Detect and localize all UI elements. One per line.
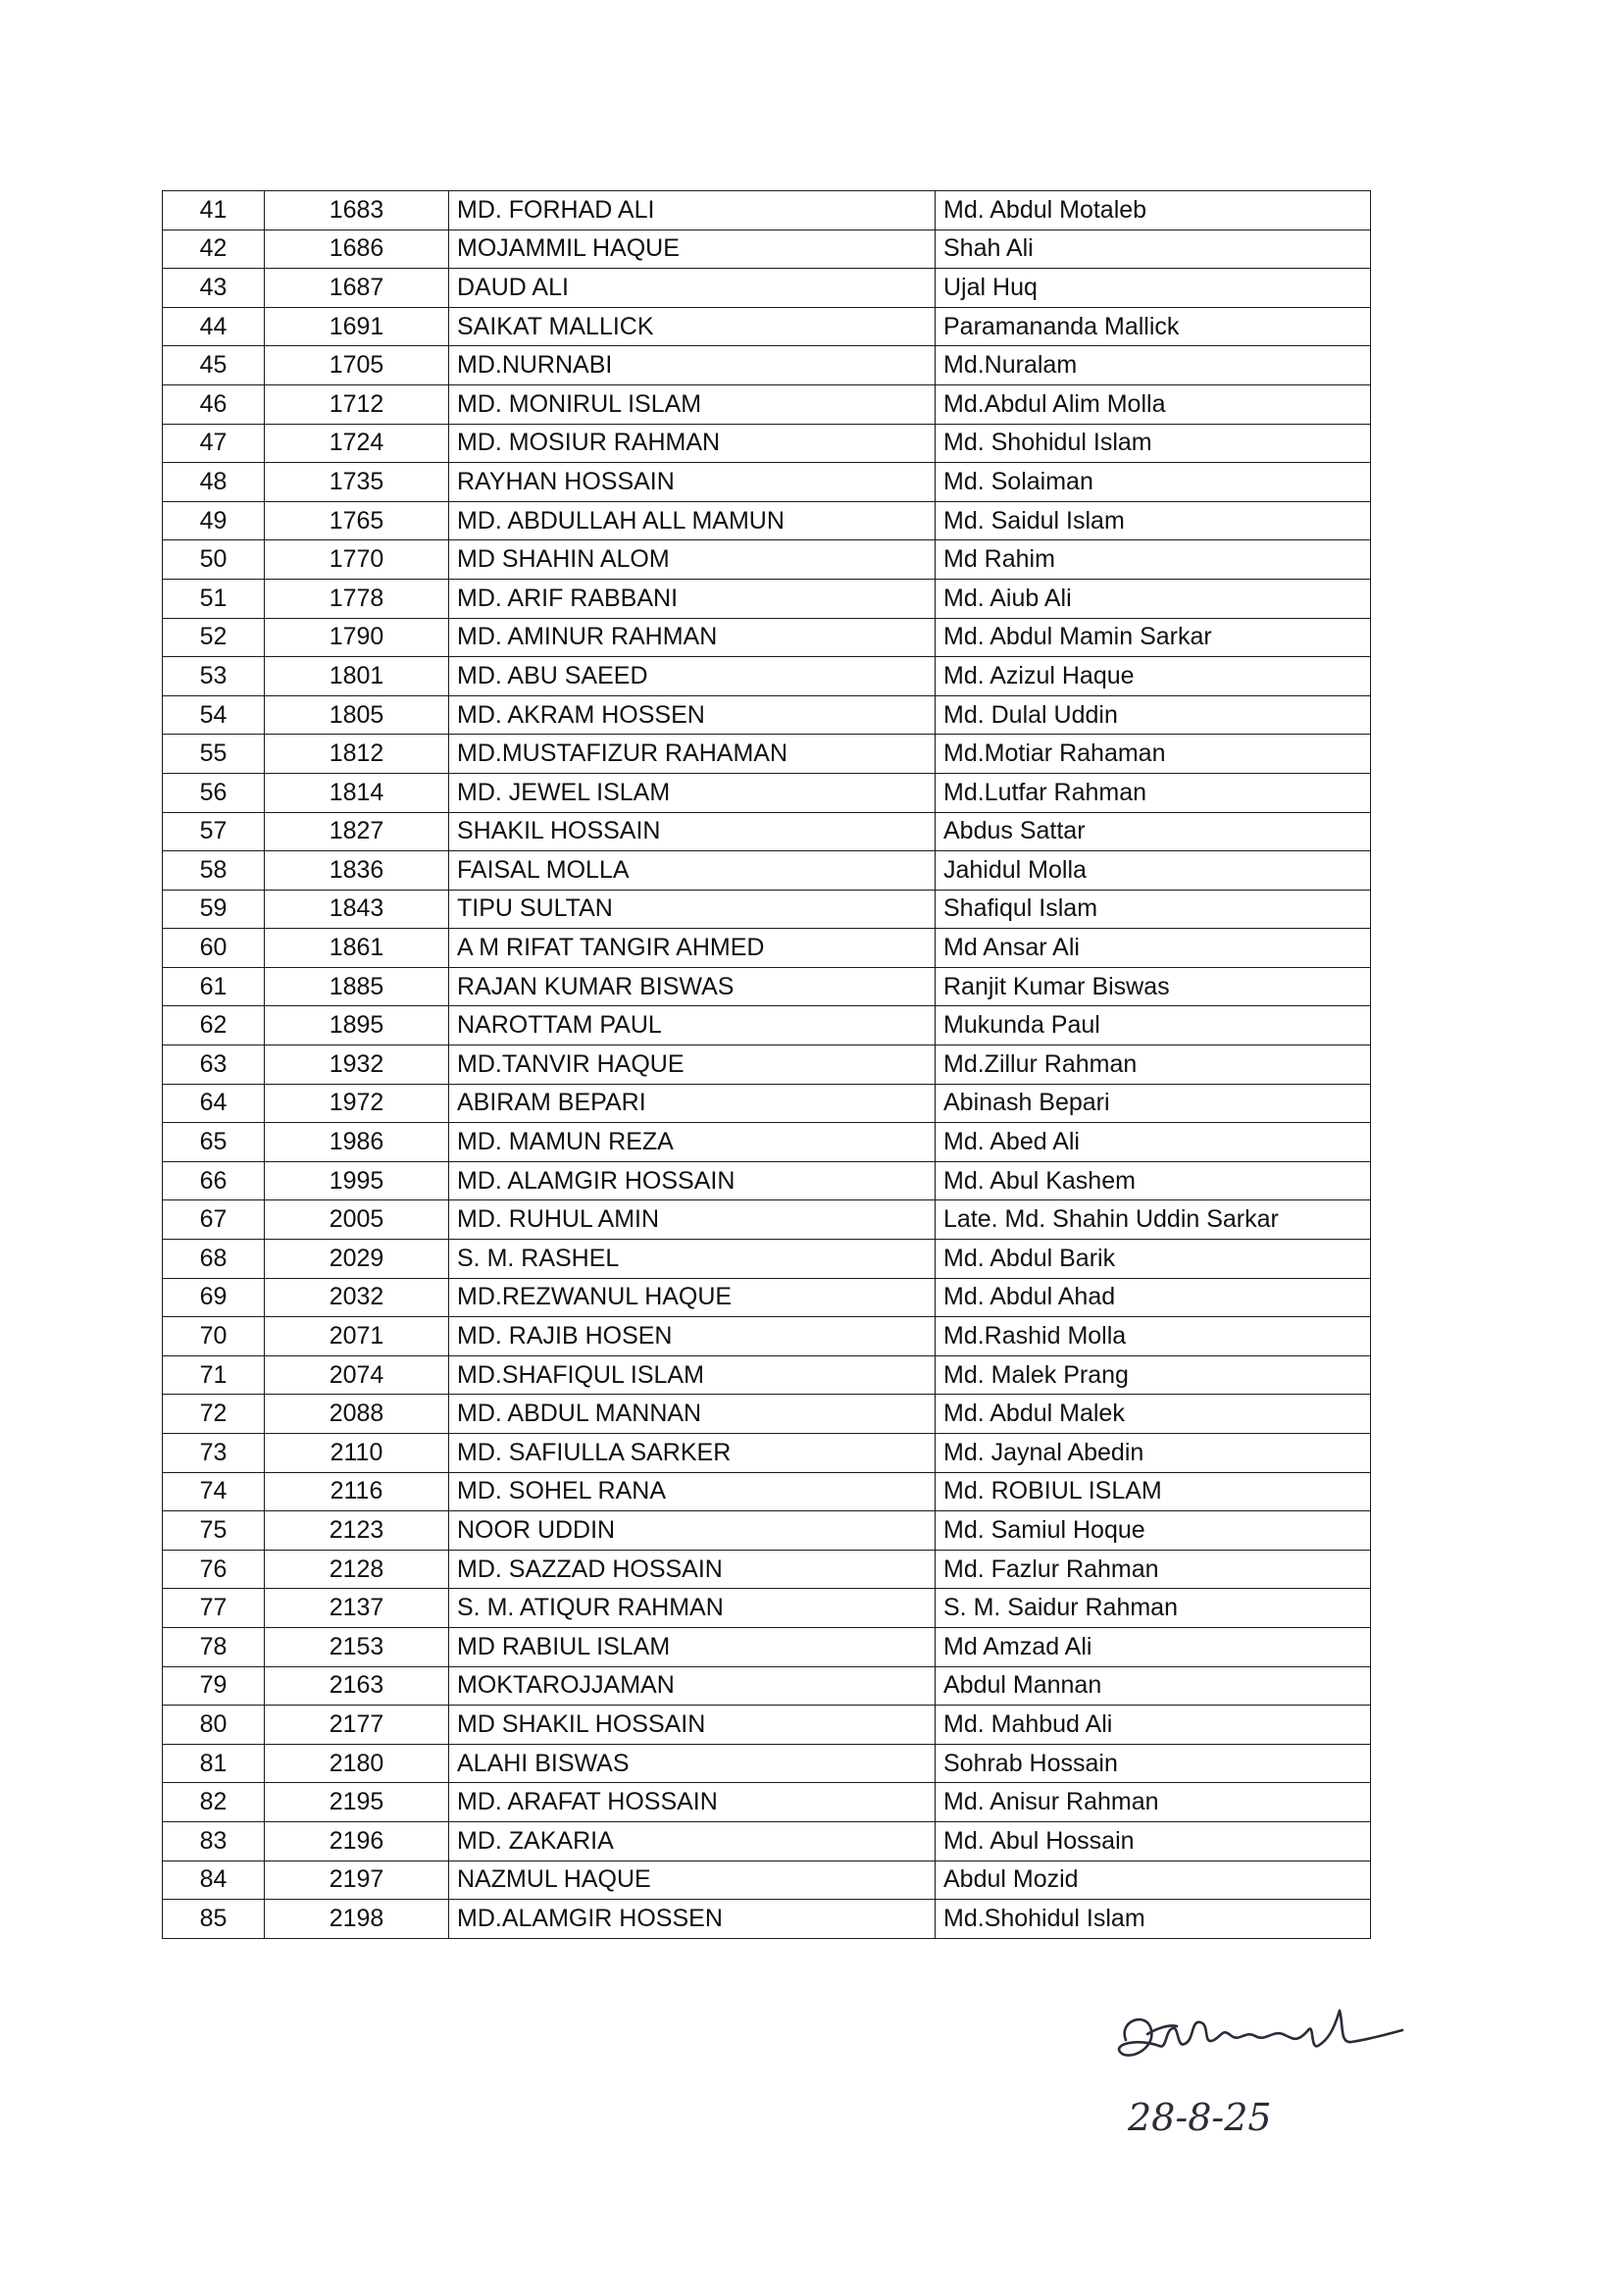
table-row [163,929,1371,968]
roll-cell: 2163 [265,1666,449,1706]
name-cell: TIPU SULTAN [449,890,936,929]
table-row [163,1861,1371,1900]
roll-cell: 2198 [265,1900,449,1939]
father-name-cell: Md. Jaynal Abedin [936,1434,1371,1473]
father-name-cell: Md. Anisur Rahman [936,1783,1371,1822]
father-name-cell: Md.Shohidul Islam [936,1900,1371,1939]
table-row [163,1783,1371,1822]
roll-cell: 1778 [265,579,449,618]
serial-cell: 43 [163,269,265,308]
roll-cell: 1805 [265,695,449,735]
father-name-cell: Md. Abdul Barik [936,1240,1371,1279]
serial-cell: 53 [163,657,265,696]
roster-table [162,190,1371,1939]
roll-cell: 1932 [265,1045,449,1085]
name-cell: MD. MOSIUR RAHMAN [449,424,936,463]
table-row [163,501,1371,540]
roll-cell: 2032 [265,1278,449,1317]
table-row [163,851,1371,891]
name-cell: SAIKAT MALLICK [449,307,936,346]
table-row [163,1355,1371,1395]
table-row [163,1821,1371,1861]
father-name-cell: Abdul Mozid [936,1861,1371,1900]
serial-cell: 66 [163,1161,265,1200]
serial-cell: 61 [163,967,265,1006]
name-cell: MD. ABDUL MANNAN [449,1395,936,1434]
father-name-cell: Md. Aiub Ali [936,579,1371,618]
name-cell: MD. ZAKARIA [449,1821,936,1861]
name-cell: MD.SHAFIQUL ISLAM [449,1355,936,1395]
roll-cell: 1995 [265,1161,449,1200]
father-name-cell: Abdul Mannan [936,1666,1371,1706]
father-name-cell: Md.Lutfar Rahman [936,773,1371,812]
serial-cell: 64 [163,1084,265,1123]
signature-date: 28-8-25 [1128,2096,1272,2139]
name-cell: MD. SAFIULLA SARKER [449,1434,936,1473]
table-row [163,229,1371,269]
name-cell: MD RABIUL ISLAM [449,1627,936,1666]
name-cell: MOKTAROJJAMAN [449,1666,936,1706]
father-name-cell: Paramananda Mallick [936,307,1371,346]
name-cell: FAISAL MOLLA [449,851,936,891]
name-cell: S. M. ATIQUR RAHMAN [449,1589,936,1628]
father-name-cell: Md. ROBIUL ISLAM [936,1472,1371,1511]
serial-cell: 80 [163,1706,265,1745]
name-cell: MD. SAZZAD HOSSAIN [449,1550,936,1589]
table-row [163,1395,1371,1434]
serial-cell: 68 [163,1240,265,1279]
serial-cell: 52 [163,618,265,657]
name-cell: S. M. RASHEL [449,1240,936,1279]
serial-cell: 81 [163,1744,265,1783]
roll-cell: 2196 [265,1821,449,1861]
roll-cell: 2110 [265,1434,449,1473]
name-cell: MD. ABU SAEED [449,657,936,696]
roll-cell: 2088 [265,1395,449,1434]
table-row [163,1045,1371,1085]
roll-cell: 2074 [265,1355,449,1395]
name-cell: MD SHAKIL HOSSAIN [449,1706,936,1745]
roll-cell: 1687 [265,269,449,308]
roll-cell: 1705 [265,346,449,385]
table-row [163,1589,1371,1628]
table-row [163,812,1371,851]
serial-cell: 85 [163,1900,265,1939]
table-row [163,618,1371,657]
father-name-cell: Md. Samiul Hoque [936,1511,1371,1551]
name-cell: MD. RAJIB HOSEN [449,1317,936,1356]
table-row [163,579,1371,618]
roll-cell: 2005 [265,1200,449,1240]
serial-cell: 41 [163,191,265,230]
serial-cell: 48 [163,463,265,502]
name-cell: RAYHAN HOSSAIN [449,463,936,502]
name-cell: MD. MAMUN REZA [449,1123,936,1162]
table-row [163,1744,1371,1783]
father-name-cell: Md. Abdul Motaleb [936,191,1371,230]
table-row [163,191,1371,230]
name-cell: MD. AKRAM HOSSEN [449,695,936,735]
name-cell: A M RIFAT TANGIR AHMED [449,929,936,968]
serial-cell: 82 [163,1783,265,1822]
table-row [163,1200,1371,1240]
name-cell: MD.NURNABI [449,346,936,385]
name-cell: MD. RUHUL AMIN [449,1200,936,1240]
father-name-cell: Md. Abdul Mamin Sarkar [936,618,1371,657]
father-name-cell: Ujal Huq [936,269,1371,308]
roll-cell: 1885 [265,967,449,1006]
table-row [163,384,1371,424]
father-name-cell: Mukunda Paul [936,1006,1371,1045]
name-cell: MD. AMINUR RAHMAN [449,618,936,657]
father-name-cell: Md Amzad Ali [936,1627,1371,1666]
name-cell: MD. JEWEL ISLAM [449,773,936,812]
serial-cell: 74 [163,1472,265,1511]
father-name-cell: Abdus Sattar [936,812,1371,851]
table-row [163,1240,1371,1279]
table-row [163,346,1371,385]
serial-cell: 70 [163,1317,265,1356]
table-row [163,1434,1371,1473]
serial-cell: 42 [163,229,265,269]
roll-cell: 1712 [265,384,449,424]
serial-cell: 78 [163,1627,265,1666]
roll-cell: 2153 [265,1627,449,1666]
table-row [163,1900,1371,1939]
roll-cell: 2123 [265,1511,449,1551]
roll-cell: 2195 [265,1783,449,1822]
table-row [163,695,1371,735]
serial-cell: 65 [163,1123,265,1162]
father-name-cell: Md. Abed Ali [936,1123,1371,1162]
father-name-cell: Md. Fazlur Rahman [936,1550,1371,1589]
roll-cell: 1861 [265,929,449,968]
serial-cell: 77 [163,1589,265,1628]
father-name-cell: Late. Md. Shahin Uddin Sarkar [936,1200,1371,1240]
serial-cell: 83 [163,1821,265,1861]
table-row [163,967,1371,1006]
serial-cell: 45 [163,346,265,385]
roll-cell: 2116 [265,1472,449,1511]
roll-cell: 1812 [265,735,449,774]
father-name-cell: Md. Abdul Ahad [936,1278,1371,1317]
roll-cell: 1683 [265,191,449,230]
father-name-cell: Md. Azizul Haque [936,657,1371,696]
father-name-cell: S. M. Saidur Rahman [936,1589,1371,1628]
serial-cell: 55 [163,735,265,774]
serial-cell: 72 [163,1395,265,1434]
roll-cell: 1765 [265,501,449,540]
roll-cell: 1770 [265,540,449,580]
father-name-cell: Md. Dulal Uddin [936,695,1371,735]
name-cell: MOJAMMIL HAQUE [449,229,936,269]
serial-cell: 58 [163,851,265,891]
table-row [163,735,1371,774]
table-row [163,463,1371,502]
name-cell: MD. SOHEL RANA [449,1472,936,1511]
father-name-cell: Md.Nuralam [936,346,1371,385]
father-name-cell: Md.Motiar Rahaman [936,735,1371,774]
father-name-cell: Abinash Bepari [936,1084,1371,1123]
name-cell: SHAKIL HOSSAIN [449,812,936,851]
table-row [163,1161,1371,1200]
table-row [163,424,1371,463]
serial-cell: 63 [163,1045,265,1085]
roll-cell: 2197 [265,1861,449,1900]
name-cell: MD.MUSTAFIZUR RAHAMAN [449,735,936,774]
name-cell: DAUD ALI [449,269,936,308]
father-name-cell: Md.Zillur Rahman [936,1045,1371,1085]
roll-cell: 1972 [265,1084,449,1123]
roll-cell: 2177 [265,1706,449,1745]
roll-cell: 2128 [265,1550,449,1589]
serial-cell: 69 [163,1278,265,1317]
father-name-cell: Ranjit Kumar Biswas [936,967,1371,1006]
roll-cell: 2137 [265,1589,449,1628]
roll-cell: 1986 [265,1123,449,1162]
roster-body [163,191,1371,1939]
serial-cell: 46 [163,384,265,424]
name-cell: NOOR UDDIN [449,1511,936,1551]
serial-cell: 76 [163,1550,265,1589]
table-row [163,657,1371,696]
roll-cell: 1790 [265,618,449,657]
roll-cell: 1836 [265,851,449,891]
roll-cell: 1895 [265,1006,449,1045]
table-row [163,1084,1371,1123]
name-cell: MD. ARIF RABBANI [449,579,936,618]
serial-cell: 57 [163,812,265,851]
roll-cell: 2180 [265,1744,449,1783]
roll-cell: 1735 [265,463,449,502]
father-name-cell: Md. Abdul Malek [936,1395,1371,1434]
serial-cell: 50 [163,540,265,580]
father-name-cell: Md. Abul Hossain [936,1821,1371,1861]
serial-cell: 47 [163,424,265,463]
serial-cell: 75 [163,1511,265,1551]
serial-cell: 84 [163,1861,265,1900]
roll-cell: 1801 [265,657,449,696]
father-name-cell: Md.Rashid Molla [936,1317,1371,1356]
serial-cell: 54 [163,695,265,735]
table-row [163,1706,1371,1745]
table-row [163,1550,1371,1589]
serial-cell: 60 [163,929,265,968]
roll-cell: 1814 [265,773,449,812]
father-name-cell: Md. Solaiman [936,463,1371,502]
serial-cell: 59 [163,890,265,929]
name-cell: ALAHI BISWAS [449,1744,936,1783]
roll-cell: 1843 [265,890,449,929]
table-row [163,1472,1371,1511]
roll-cell: 1724 [265,424,449,463]
serial-cell: 49 [163,501,265,540]
father-name-cell: Sohrab Hossain [936,1744,1371,1783]
name-cell: MD. FORHAD ALI [449,191,936,230]
serial-cell: 56 [163,773,265,812]
serial-cell: 67 [163,1200,265,1240]
father-name-cell: Md. Mahbud Ali [936,1706,1371,1745]
table-row [163,1123,1371,1162]
serial-cell: 79 [163,1666,265,1706]
roll-cell: 1691 [265,307,449,346]
roll-cell: 1827 [265,812,449,851]
name-cell: MD. ARAFAT HOSSAIN [449,1783,936,1822]
table-row [163,1006,1371,1045]
father-name-cell: Jahidul Molla [936,851,1371,891]
table-row [163,1511,1371,1551]
table-row [163,890,1371,929]
name-cell: RAJAN KUMAR BISWAS [449,967,936,1006]
father-name-cell: Md. Shohidul Islam [936,424,1371,463]
father-name-cell: Md Ansar Ali [936,929,1371,968]
serial-cell: 73 [163,1434,265,1473]
roll-cell: 2029 [265,1240,449,1279]
father-name-cell: Md. Saidul Islam [936,501,1371,540]
name-cell: MD. MONIRUL ISLAM [449,384,936,424]
name-cell: MD. ALAMGIR HOSSAIN [449,1161,936,1200]
table-row [163,1666,1371,1706]
serial-cell: 51 [163,579,265,618]
table-row [163,1627,1371,1666]
table-row [163,1317,1371,1356]
name-cell: MD. ABDULLAH ALL MAMUN [449,501,936,540]
handwritten-signature [1108,2001,1442,2158]
table-row [163,773,1371,812]
roll-cell: 2071 [265,1317,449,1356]
father-name-cell: Md. Abul Kashem [936,1161,1371,1200]
father-name-cell: Md. Malek Prang [936,1355,1371,1395]
name-cell: MD.TANVIR HAQUE [449,1045,936,1085]
name-cell: NAZMUL HAQUE [449,1861,936,1900]
table-row [163,307,1371,346]
father-name-cell: Md.Abdul Alim Molla [936,384,1371,424]
table-row [163,540,1371,580]
father-name-cell: Shafiqul Islam [936,890,1371,929]
name-cell: ABIRAM BEPARI [449,1084,936,1123]
father-name-cell: Shah Ali [936,229,1371,269]
name-cell: MD.REZWANUL HAQUE [449,1278,936,1317]
serial-cell: 71 [163,1355,265,1395]
father-name-cell: Md Rahim [936,540,1371,580]
table-row [163,1278,1371,1317]
name-cell: MD.ALAMGIR HOSSEN [449,1900,936,1939]
serial-cell: 62 [163,1006,265,1045]
name-cell: NAROTTAM PAUL [449,1006,936,1045]
name-cell: MD SHAHIN ALOM [449,540,936,580]
roll-cell: 1686 [265,229,449,269]
table-row [163,269,1371,308]
serial-cell: 44 [163,307,265,346]
signature-image [1108,2001,1442,2158]
